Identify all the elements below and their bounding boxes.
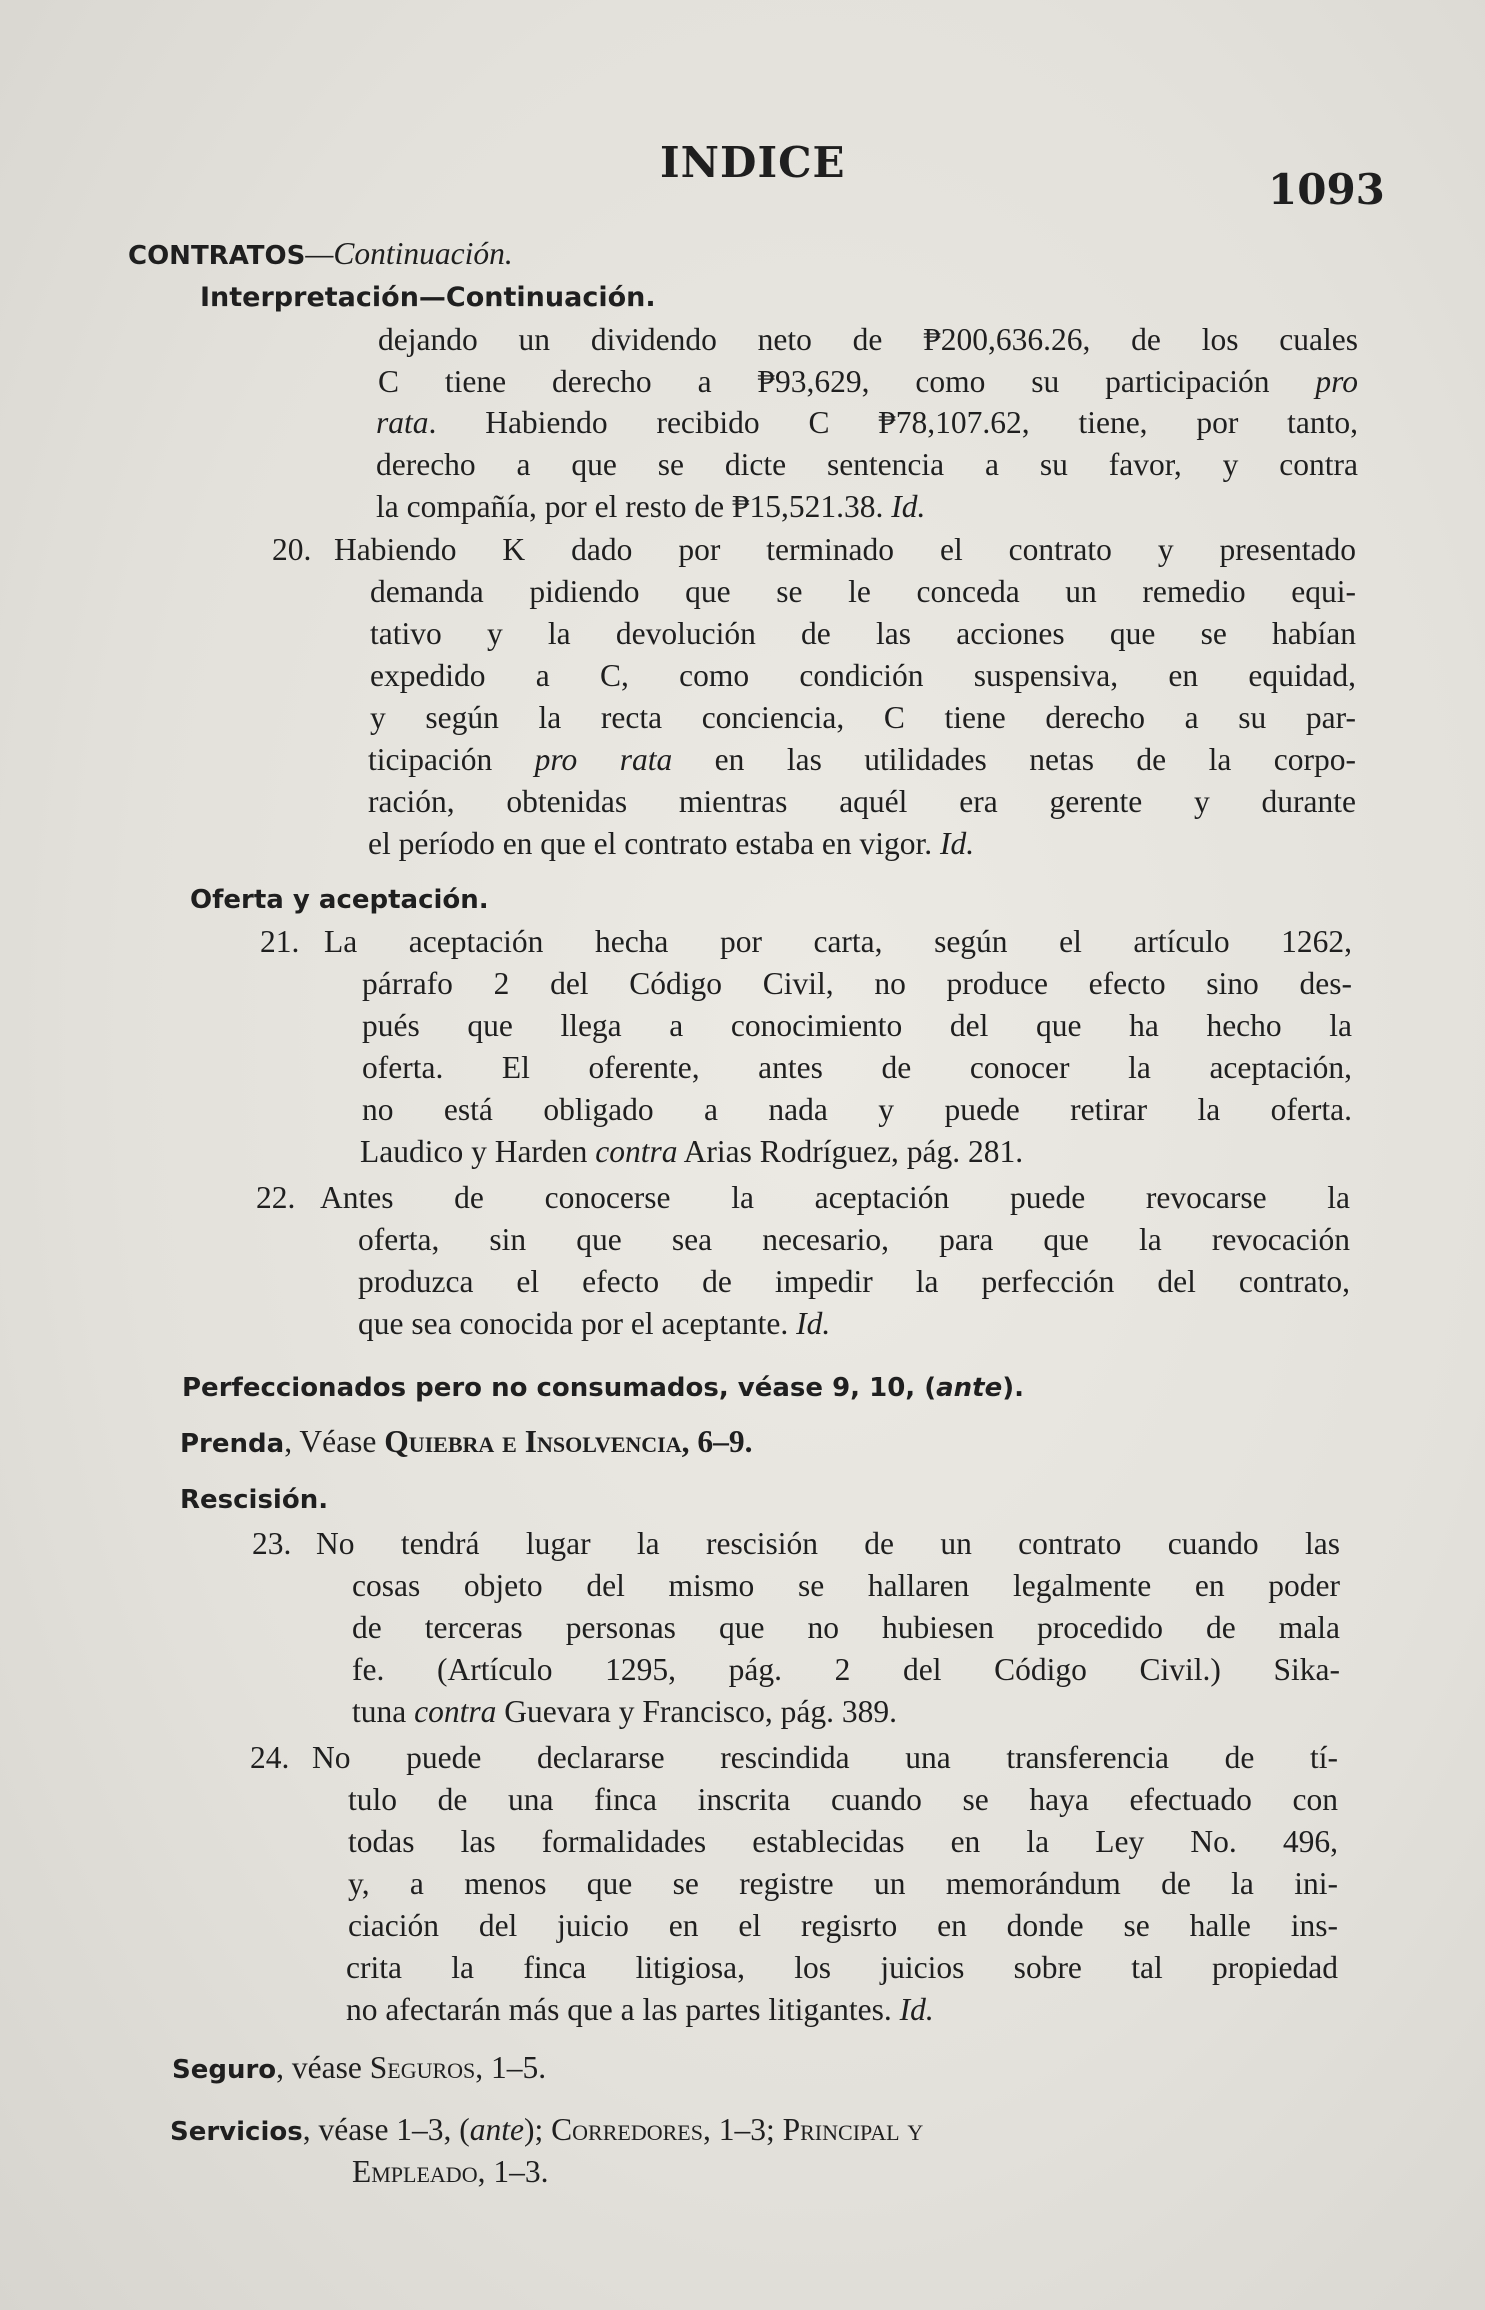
entry-prenda: Prenda, Véase Quiebra e Insolvencia, 6–9. bbox=[180, 1424, 753, 1459]
entry-number: 21. bbox=[260, 924, 300, 959]
entry-number: 22. bbox=[256, 1180, 296, 1215]
entry-number: 20. bbox=[272, 532, 312, 567]
entry-number: 24. bbox=[250, 1740, 290, 1775]
page-title: INDICE bbox=[660, 138, 846, 187]
entry-servicios-continuation: Empleado, 1–3. bbox=[352, 2154, 549, 2189]
entry-servicios: Servicios, véase 1–3, (ante); Corredores, 1–3; Principal y bbox=[170, 2112, 924, 2147]
entry-perfeccionados: Perfeccionados pero no consumados, véase 9, 10, (ante). bbox=[182, 1373, 1024, 1403]
subsection-heading-interpretacion: Interpretación—Continuación. bbox=[200, 282, 656, 313]
document-page: INDICE 1093 CONTRATOS—Continuación. Interpretación—Continuación. dejando un dividendo neto de ₱200,636.26, de los cuales C tiene derecho a ₱93,629, como su participación pro rata. Habiendo recibido C ₱78,107.62, tiene, por tanto, derecho a que se dicte sentencia a su favor, y contra la compañía, por el resto de ₱15,521.38. Id. 20. Habiendo K dado por terminado el contrato y presentado demanda pidiendo que se le conceda un remedio equi- tativo y la devolución de las acciones que se habían expedido a C, como condición suspensiva, en equidad, y según la recta conciencia, C tiene derecho a su par- ticipación pro rata en las utilidades netas de la corpo- ración, obtenidas mientras aquél era gerente y durante el período en que el contrato estaba en vigor. Id. Oferta y aceptación. 21. La aceptación hecha por carta, según el artículo 1262, párrafo 2 del Código Civil, no produce efecto sino des- pués que llega a conocimiento del que ha hecho la oferta. El oferente, antes de conocer la aceptación, no está obligado a nada y puede retirar la oferta. Laudico y Harden contra Arias Rodríguez, pág. 281. 22. Antes de conocerse la aceptación puede revocarse la oferta, sin que sea necesario, para que la revocación produzca el efecto de impedir la perfección del contrato, que sea conocida por el aceptante. Id. Perfeccionados pero no consumados, véase 9, 10, (ante). Prenda, Véase Quiebra e Insolvencia, 6–9. Rescisión. 23. No tendrá lugar la rescisión de un contrato cuando las cosas objeto del mismo se hallaren legalmente en poder de terceras personas que no hubiesen procedido de mala fe. (Artículo 1295, pág. 2 del Código Civil.) Sika- tuna contra Guevara y Francisco, pág. 389. 24. No puede declararse rescindida una transferencia de tí- tulo de una finca inscrita cuando se haya efectuado con todas las formalidades establecidas en la Ley No. 496, y, a menos que se registre un memorándum de la ini- ciación del juicio en el regisrto en donde se halle ins- crita la finca litigiosa, los juicios sobre tal propiedad no afectarán más que a las partes litigantes. Id. Seguro, véase Seguros, 1–5. Servicios, véase 1–3, (ante); Corredores, 1–3; Principal y Empleado, 1–3. bbox=[0, 0, 1485, 2310]
subsection-heading-oferta: Oferta y aceptación. bbox=[190, 885, 489, 915]
entry-seguro: Seguro, véase Seguros, 1–5. bbox=[172, 2050, 547, 2085]
page-number: 1093 bbox=[1268, 165, 1385, 214]
entry-number: 23. bbox=[252, 1526, 292, 1561]
subsection-heading-rescision: Rescisión. bbox=[180, 1485, 329, 1515]
section-heading-contratos: CONTRATOS—Continuación. bbox=[128, 236, 513, 271]
